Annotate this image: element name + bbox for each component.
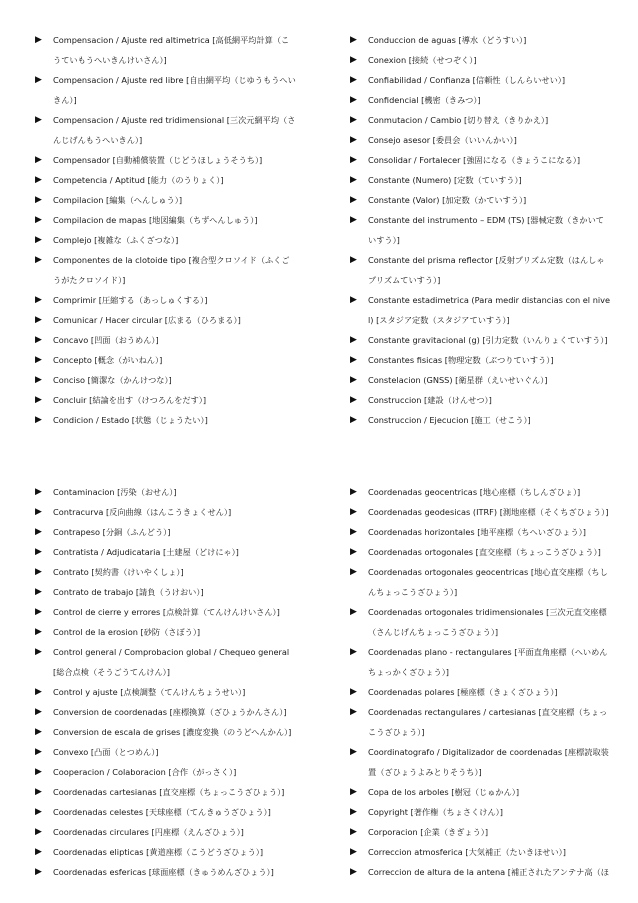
- glossary-entry-text: Compensacion / Ajuste red altimetrica [高低網平均計算（こうていもうへいきんけいさん）]: [53, 35, 290, 65]
- glossary-entry-text: Coordenadas celestes [天球座標（てんきゅうざひょう）]: [53, 807, 271, 817]
- bullet-arrow-icon: ▶: [35, 587, 42, 597]
- glossary-entry-text: Conexion [接続（せつぞく）]: [368, 55, 477, 65]
- glossary-entry: [35, 762, 297, 782]
- glossary-entry-text: Contracurva [反向曲線（はんこうきょくせん）]: [53, 507, 232, 517]
- bullet-arrow-icon: ▶: [350, 95, 357, 105]
- bullet-arrow-icon: ▶: [350, 375, 357, 385]
- bullet-arrow-icon: ▶: [35, 747, 42, 757]
- bullet-arrow-icon: ▶: [350, 175, 357, 185]
- glossary-entry: [35, 110, 297, 150]
- bullet-arrow-icon: ▶: [35, 787, 42, 797]
- glossary-column-left: [35, 30, 297, 430]
- glossary-entry: [350, 842, 612, 862]
- bullet-arrow-icon: ▶: [35, 687, 42, 697]
- glossary-entry-text: Control y ajuste [点検調整（てんけんちょうせい）]: [53, 687, 246, 697]
- glossary-entry-text: Coordenadas ortogonales geocentricas [地心直交座標（ちしんちょっこうざひょう）]: [368, 567, 608, 597]
- bullet-arrow-icon: ▶: [35, 807, 42, 817]
- bullet-arrow-icon: ▶: [35, 547, 42, 557]
- glossary-entry: [35, 190, 297, 210]
- bullet-arrow-icon: ▶: [350, 255, 357, 265]
- glossary-entry: [350, 522, 612, 542]
- glossary-entry: [350, 70, 612, 90]
- bullet-arrow-icon: ▶: [350, 687, 357, 697]
- bullet-arrow-icon: ▶: [350, 335, 357, 345]
- bullet-arrow-icon: ▶: [350, 507, 357, 517]
- glossary-entry-text: Constantes fisicas [物理定数（ぶつりていすう）]: [368, 355, 554, 365]
- bullet-arrow-icon: ▶: [350, 647, 357, 657]
- glossary-entry: [35, 802, 297, 822]
- bullet-arrow-icon: ▶: [35, 867, 42, 877]
- bullet-arrow-icon: ▶: [35, 115, 42, 125]
- bullet-arrow-icon: ▶: [35, 375, 42, 385]
- glossary-entry: [350, 210, 612, 250]
- glossary-entry: [35, 702, 297, 722]
- glossary-entry-text: Constante gravitacional (g) [引力定数（いんりょくていすう）]: [368, 335, 608, 345]
- bullet-arrow-icon: ▶: [350, 847, 357, 857]
- glossary-entry: [350, 542, 612, 562]
- glossary-entry: [350, 502, 612, 522]
- glossary-entry: [350, 290, 612, 330]
- glossary-entry-text: Contrapeso [分銅（ふんどう）]: [53, 527, 171, 537]
- glossary-entry-text: Compensacion / Ajuste red libre [自由網平均（じゆうもうへいきん）]: [53, 75, 296, 105]
- glossary-entry: [350, 390, 612, 410]
- glossary-column-right: [350, 30, 612, 430]
- glossary-entry-text: Conmutacion / Cambio [切り替え（きりかえ）]: [368, 115, 549, 125]
- glossary-entry-text: Constante del instrumento – EDM (TS) [器械定数（きかいていすう）]: [368, 215, 604, 245]
- glossary-entry: [35, 290, 297, 310]
- glossary-entry: [350, 822, 612, 842]
- glossary-entry-text: Competencia / Aptitud [能力（のうりょく）]: [53, 175, 224, 185]
- glossary-entry-text: Correccion de altura de la antena [補正されたアンテナ高（ほ: [368, 867, 609, 877]
- glossary-entry-text: Confidencial [機密（きみつ）]: [368, 95, 481, 105]
- glossary-entry-text: Constante (Valor) [加定数（かていすう）]: [368, 195, 527, 205]
- glossary-entry: [35, 642, 297, 682]
- bullet-arrow-icon: ▶: [35, 315, 42, 325]
- glossary-entry-text: Concavo [凹面（おうめん）]: [53, 335, 159, 345]
- glossary-entry-text: Contratista / Adjudicataria [土建屋（どけにゃ）]: [53, 547, 239, 557]
- bullet-arrow-icon: ▶: [350, 35, 357, 45]
- bullet-arrow-icon: ▶: [350, 787, 357, 797]
- bullet-arrow-icon: ▶: [350, 195, 357, 205]
- glossary-entry: [350, 702, 612, 742]
- bullet-arrow-icon: ▶: [35, 195, 42, 205]
- glossary-entry: [35, 682, 297, 702]
- glossary-entry-text: Convexo [凸面（とつめん）]: [53, 747, 159, 757]
- glossary-entry-text: Compensacion / Ajuste red tridimensional [三次元網平均（さんじげんもうへいきん）]: [53, 115, 296, 145]
- glossary-entry: [35, 310, 297, 330]
- glossary-entry: [35, 562, 297, 582]
- glossary-column-left: [35, 482, 297, 882]
- bullet-arrow-icon: ▶: [35, 235, 42, 245]
- glossary-entry: [350, 250, 612, 290]
- bullet-arrow-icon: ▶: [35, 727, 42, 737]
- glossary-entry-text: Condicion / Estado [状態（じょうたい）]: [53, 415, 208, 425]
- glossary-entry-text: Coordenadas horizontales [地平座標（ちへいざひょう）]: [368, 527, 586, 537]
- glossary-entry: [35, 482, 297, 502]
- glossary-entry: [35, 622, 297, 642]
- glossary-entry-text: Coordenadas plano - rectangulares [平面直角座標（へいめんちょっかくざひょう）]: [368, 647, 608, 677]
- bullet-arrow-icon: ▶: [350, 115, 357, 125]
- glossary-entry-text: Componentes de la clotoide tipo [複合型クロソイド（ふくごうがたクロソイド）]: [53, 255, 290, 285]
- glossary-entry: [350, 50, 612, 70]
- glossary-entry-text: Corporacion [企業（きぎょう）]: [368, 827, 489, 837]
- glossary-entry-text: Contrato [契約書（けいやくしょ）]: [53, 567, 184, 577]
- glossary-entry-text: Concluir [結論を出す（けつろんをだす）]: [53, 395, 207, 405]
- glossary-entry-text: Comprimir [圧縮する（あっしゅくする）]: [53, 295, 208, 305]
- bullet-arrow-icon: ▶: [350, 295, 357, 305]
- bullet-arrow-icon: ▶: [35, 707, 42, 717]
- bullet-arrow-icon: ▶: [35, 847, 42, 857]
- bullet-arrow-icon: ▶: [350, 135, 357, 145]
- glossary-entry-text: Copa de los arboles [樹冠（じゅかん）]: [368, 787, 520, 797]
- glossary-column-right: [350, 482, 612, 882]
- glossary-entry: [35, 522, 297, 542]
- bullet-arrow-icon: ▶: [350, 527, 357, 537]
- bullet-arrow-icon: ▶: [35, 767, 42, 777]
- glossary-entry-text: Coordenadas polares [極座標（きょくざひょう）]: [368, 687, 558, 697]
- bullet-arrow-icon: ▶: [35, 607, 42, 617]
- glossary-entry: [350, 130, 612, 150]
- bullet-arrow-icon: ▶: [35, 527, 42, 537]
- glossary-entry-text: Construccion [建設（けんせつ）]: [368, 395, 492, 405]
- bullet-arrow-icon: ▶: [350, 747, 357, 757]
- glossary-entry: [35, 410, 297, 430]
- bullet-arrow-icon: ▶: [350, 155, 357, 165]
- bullet-arrow-icon: ▶: [350, 607, 357, 617]
- glossary-entry: [35, 602, 297, 622]
- bullet-arrow-icon: ▶: [35, 355, 42, 365]
- glossary-entry-text: Confiabilidad / Confianza [信頼性（しんらいせい）]: [368, 75, 566, 85]
- bullet-arrow-icon: ▶: [350, 487, 357, 497]
- glossary-entry: [350, 482, 612, 502]
- glossary-entry: [350, 802, 612, 822]
- glossary-entry: [350, 350, 612, 370]
- glossary-entry-text: Compilacion [編集（へんしゅう）]: [53, 195, 183, 205]
- glossary-entry-text: Contrato de trabajo [請負（うけおい）]: [53, 587, 204, 597]
- glossary-entry-text: Control general / Comprobacion global / Chequeo general [総合点検（そうごうてんけん）]: [53, 647, 290, 677]
- bullet-arrow-icon: ▶: [35, 255, 42, 265]
- bullet-arrow-icon: ▶: [350, 215, 357, 225]
- glossary-entry: [350, 110, 612, 130]
- glossary-entry-text: Contaminacion [汚染（おせん）]: [53, 487, 177, 497]
- glossary-entry: [350, 330, 612, 350]
- bullet-arrow-icon: ▶: [350, 807, 357, 817]
- glossary-entry-text: Coordenadas ortogonales [直交座標（ちょっこうざひょう）]: [368, 547, 601, 557]
- bullet-arrow-icon: ▶: [35, 627, 42, 637]
- glossary-entry-text: Coordenadas esfericas [球面座標（きゅうめんざひょう）]: [53, 867, 274, 877]
- glossary-entry: [35, 170, 297, 190]
- glossary-entry: [350, 190, 612, 210]
- glossary-entry-text: Coordenadas geocentricas [地心座標（ちしんざひょ）]: [368, 487, 581, 497]
- glossary-entry: [35, 542, 297, 562]
- bullet-arrow-icon: ▶: [350, 867, 357, 877]
- bullet-arrow-icon: ▶: [350, 827, 357, 837]
- glossary-entry-text: Coordenadas elipticas [黄道座標（こうどうざひょう）]: [53, 847, 264, 857]
- glossary-entry-text: Conduccion de aguas [導水（どうすい）]: [368, 35, 527, 45]
- glossary-entry-text: Construccion / Ejecucion [施工（せこう）]: [368, 415, 531, 425]
- glossary-entry-text: Coordenadas rectangulares / cartesianas [直交座標（ちょっこうざひょう）]: [368, 707, 608, 737]
- glossary-entry-text: Coordinatografo / Digitalizador de coordenadas [座標読取装置（ざひょうよみとりそうち）]: [368, 747, 609, 777]
- glossary-entry: [35, 230, 297, 250]
- bullet-arrow-icon: ▶: [35, 415, 42, 425]
- glossary-entry-text: Compilacion de mapas [地図編集（ちずへんしゅう）]: [53, 215, 258, 225]
- glossary-entry: [35, 30, 297, 70]
- glossary-entry-text: Control de cierre y errores [点検計算（てんけんけいさん）]: [53, 607, 280, 617]
- glossary-entry-text: Copyright [著作権（ちょさくけん）]: [368, 807, 503, 817]
- bullet-arrow-icon: ▶: [35, 647, 42, 657]
- glossary-entry: [35, 370, 297, 390]
- glossary-entry-text: Coordenadas geodesicas (ITRF) [測地座標（そくちざひょう）]: [368, 507, 609, 517]
- glossary-entry-text: Coordenadas ortogonales tridimensionales [三次元直交座標（さんじげんちょっこうざひょう）]: [368, 607, 607, 637]
- glossary-entry: [35, 210, 297, 230]
- bullet-arrow-icon: ▶: [35, 295, 42, 305]
- glossary-entry-text: Constelacion (GNSS) [衛星群（えいせいぐん）]: [368, 375, 548, 385]
- bullet-arrow-icon: ▶: [35, 75, 42, 85]
- glossary-entry-text: Compensador [自動補償装置（じどうほしょうそうち）]: [53, 155, 263, 165]
- glossary-entry-text: Comunicar / Hacer circular [広まる（ひろまる）]: [53, 315, 241, 325]
- bullet-arrow-icon: ▶: [350, 75, 357, 85]
- glossary-entry: [35, 742, 297, 762]
- bullet-arrow-icon: ▶: [35, 507, 42, 517]
- glossary-entry: [35, 822, 297, 842]
- glossary-entry: [35, 350, 297, 370]
- glossary-entry: [350, 642, 612, 682]
- glossary-entry: [350, 602, 612, 642]
- bullet-arrow-icon: ▶: [350, 707, 357, 717]
- bullet-arrow-icon: ▶: [350, 55, 357, 65]
- bullet-arrow-icon: ▶: [350, 395, 357, 405]
- glossary-entry: [35, 250, 297, 290]
- bullet-arrow-icon: ▶: [35, 175, 42, 185]
- glossary-entry-text: Consolidar / Fortalecer [強固になる（きょうこになる）]: [368, 155, 581, 165]
- glossary-entry: [35, 722, 297, 742]
- glossary-entry-text: Coordenadas circulares [円座標（えんざひょう）]: [53, 827, 244, 837]
- bullet-arrow-icon: ▶: [35, 827, 42, 837]
- glossary-entry: [350, 410, 612, 430]
- glossary-entry-text: Conciso [簡潔な（かんけつな）]: [53, 375, 172, 385]
- bullet-arrow-icon: ▶: [35, 487, 42, 497]
- glossary-entry: [350, 562, 612, 602]
- glossary-entry-text: Constante estadimetrica (Para medir distancias con el nivel) [スタジア定数（スタジアていすう）]: [368, 295, 611, 325]
- glossary-entry-text: Cooperacion / Colaboracion [合作（がっさく）]: [53, 767, 237, 777]
- glossary-entry: [35, 782, 297, 802]
- glossary-entry: [350, 370, 612, 390]
- glossary-entry-text: Constante (Numero) [定数（ていすう）]: [368, 175, 522, 185]
- glossary-entry: [35, 582, 297, 602]
- glossary-entry: [35, 862, 297, 882]
- glossary-entry-text: Constante del prisma reflector [反射プリズム定数（はんしゃプリズムていすう）]: [368, 255, 605, 285]
- bullet-arrow-icon: ▶: [350, 567, 357, 577]
- glossary-entry: [350, 170, 612, 190]
- glossary-entry: [35, 502, 297, 522]
- glossary-entry-text: Complejo [複雑な（ふくざつな）]: [53, 235, 179, 245]
- glossary-entry: [35, 150, 297, 170]
- glossary-entry: [35, 70, 297, 110]
- bullet-arrow-icon: ▶: [35, 215, 42, 225]
- glossary-entry: [350, 30, 612, 50]
- glossary-entry: [350, 862, 612, 882]
- glossary-entry: [350, 742, 612, 782]
- glossary-entry-text: Coordenadas cartesianas [直交座標（ちょっこうざひょう）]: [53, 787, 285, 797]
- glossary-entry: [35, 390, 297, 410]
- bullet-arrow-icon: ▶: [35, 335, 42, 345]
- glossary-entry: [350, 90, 612, 110]
- bullet-arrow-icon: ▶: [350, 547, 357, 557]
- bullet-arrow-icon: ▶: [350, 355, 357, 365]
- glossary-entry-text: Consejo asesor [委員会（いいんかい）]: [368, 135, 517, 145]
- glossary-entry: [350, 782, 612, 802]
- glossary-entry-text: Conversion de coordenadas [座標換算（ざひょうかんさん）]: [53, 707, 287, 717]
- bullet-arrow-icon: ▶: [35, 567, 42, 577]
- glossary-entry: [350, 682, 612, 702]
- bullet-arrow-icon: ▶: [35, 35, 42, 45]
- glossary-entry-text: Concepto [概念（がいねん）]: [53, 355, 163, 365]
- glossary-entry: [35, 330, 297, 350]
- bullet-arrow-icon: ▶: [350, 415, 357, 425]
- bullet-arrow-icon: ▶: [35, 395, 42, 405]
- glossary-entry-text: Control de la erosion [砂防（さぼう）]: [53, 627, 201, 637]
- bullet-arrow-icon: ▶: [35, 155, 42, 165]
- glossary-entry-text: Conversion de escala de grises [濃度変換（のうどへんかん）]: [53, 727, 292, 737]
- glossary-entry: [350, 150, 612, 170]
- glossary-entry-text: Correccion atmosferica [大気補正（たいきほせい）]: [368, 847, 566, 857]
- glossary-entry: [35, 842, 297, 862]
